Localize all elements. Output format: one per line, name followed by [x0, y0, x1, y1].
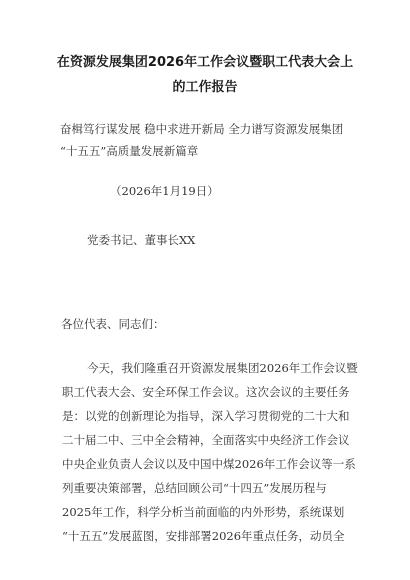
body-line: 列重要决策部署，总结回顾公司“十四五”发展历程与 [62, 481, 327, 495]
subtitle-line-2: “十五五”高质量发展新篇章 [60, 144, 199, 158]
report-date: （2026年1月19日） [110, 184, 219, 198]
body-line: 2025年工作，科学分析当前面临的内外形势，系统谋划 [62, 505, 345, 519]
body-line: 职工代表大会、安全环保工作会议。这次会议的主要任务 [62, 385, 350, 399]
title-line-1: 在资源发展集团2026年工作会议暨职工代表大会上 [56, 55, 354, 70]
document-subtitle [60, 118, 360, 162]
body-line: 今天，我们隆重召开资源发展集团2026年工作会议暨 [87, 361, 358, 375]
body-line: “十五五”发展蓝图，安排部署2026年重点任务，动员全 [62, 529, 345, 543]
title-line-2: 的工作报告 [172, 80, 238, 95]
body-paragraph [62, 356, 358, 548]
speaker-line: 党委书记、董事长XX [87, 233, 196, 247]
document-title [40, 50, 370, 100]
body-line: 二十届二中、三中全会精神，全面落实中央经济工作会议 [62, 433, 350, 447]
body-line: 中央企业负责人会议以及中国中煤2026年工作会议等一系 [62, 457, 356, 471]
salutation: 各位代表、同志们： [61, 317, 165, 331]
subtitle-line-1: 奋楫笃行谋发展 稳中求进开新局 全力谱写资源发展集团 [60, 122, 344, 136]
body-line: 是：以党的创新理论为指导，深入学习贯彻党的二十大和 [62, 409, 350, 423]
